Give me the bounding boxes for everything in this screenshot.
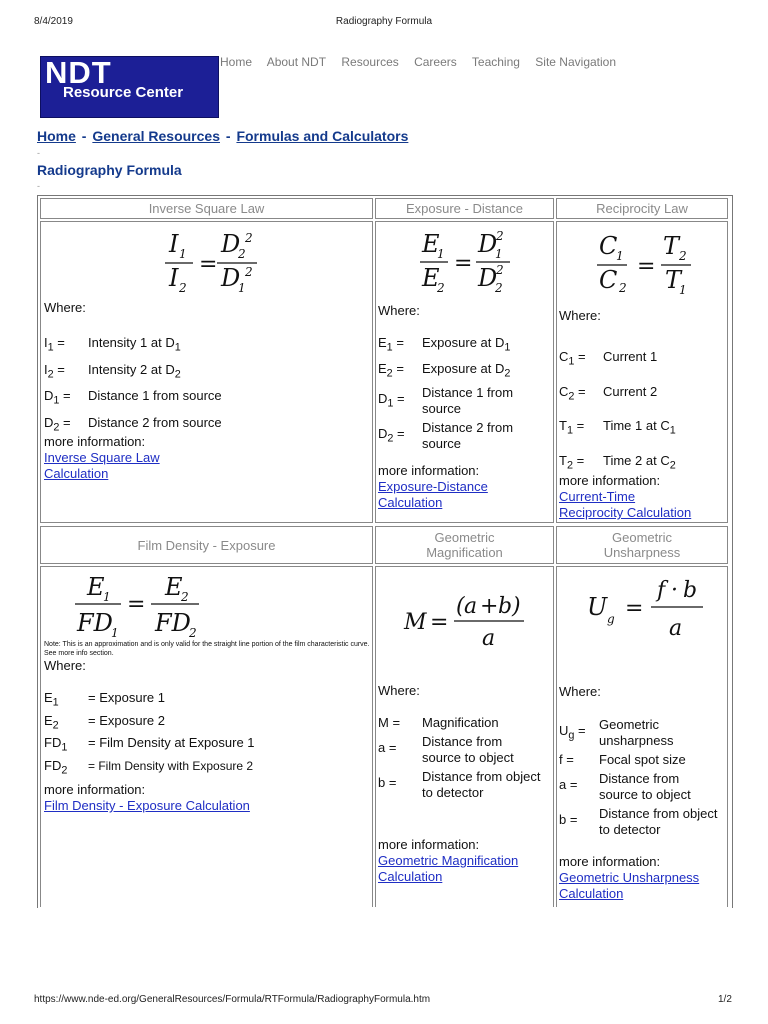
print-footer-page: 1/2 bbox=[718, 994, 732, 1005]
header-exposure-distance: Exposure - Distance bbox=[375, 198, 554, 219]
breadcrumb bbox=[37, 128, 408, 144]
svg-text:T: T bbox=[665, 266, 682, 294]
var-row: $D_1$ = Distance 1 from source bbox=[378, 385, 514, 417]
var-row: M = Magnification bbox=[378, 715, 499, 730]
svg-text:2: 2 bbox=[495, 281, 503, 294]
svg-text:=: = bbox=[199, 252, 218, 277]
svg-text:=: = bbox=[127, 592, 146, 617]
more-info: more information: Exposure-Distance Calculation bbox=[378, 463, 488, 510]
var-row: $D_2$ = Distance 2 from source bbox=[44, 414, 222, 434]
more-info: more information: Geometric Unsharpness Calculation bbox=[559, 854, 700, 901]
var-row: $E_2$ = Exposure 2 bbox=[44, 712, 165, 732]
svg-text:C: C bbox=[599, 266, 618, 294]
inverse-square-vars bbox=[44, 332, 222, 438]
var-row: b = Distance from object to detector bbox=[559, 806, 718, 837]
inverse-square-link[interactable]: Inverse Square Law Calculation bbox=[44, 450, 160, 481]
where-label: Where: bbox=[559, 308, 601, 323]
svg-text:·: · bbox=[671, 578, 678, 603]
svg-text:2: 2 bbox=[679, 249, 687, 263]
dash-decoration: - bbox=[37, 181, 40, 191]
svg-text:=: = bbox=[625, 596, 644, 621]
svg-text:T: T bbox=[663, 232, 680, 260]
reciprocity-vars bbox=[559, 342, 676, 480]
svg-text:b: b bbox=[498, 594, 513, 619]
svg-text:1: 1 bbox=[238, 281, 246, 294]
logo-text-ndt: NDT bbox=[45, 55, 112, 90]
more-info: more information: Inverse Square Law Calculation bbox=[44, 434, 160, 481]
nav-site-navigation[interactable]: Site Navigation bbox=[535, 55, 617, 69]
header-inverse-square-law: Inverse Square Law bbox=[40, 198, 373, 219]
svg-text:D: D bbox=[478, 264, 498, 292]
var-row: $U_g$ = Geometric unsharpness bbox=[559, 717, 674, 748]
svg-text:): ) bbox=[512, 594, 521, 619]
svg-text:2: 2 bbox=[437, 281, 445, 294]
svg-text:C: C bbox=[599, 232, 618, 260]
exposure-distance-link[interactable]: Exposure-Distance Calculation bbox=[378, 479, 488, 510]
where-label: Where: bbox=[378, 303, 420, 318]
svg-text:a: a bbox=[464, 594, 478, 619]
svg-text:E: E bbox=[422, 264, 440, 292]
breadcrumb-home[interactable]: Home bbox=[37, 128, 76, 144]
film-density-vars bbox=[44, 689, 255, 779]
header-film-density: Film Density - Exposure bbox=[40, 526, 373, 564]
exposure-distance-vars bbox=[378, 334, 542, 452]
svg-text:D: D bbox=[221, 230, 241, 258]
svg-text:1: 1 bbox=[679, 283, 687, 297]
svg-text:f: f bbox=[657, 578, 666, 603]
svg-text:E: E bbox=[87, 573, 105, 601]
svg-text:E: E bbox=[422, 230, 440, 258]
more-info: more information: Film Density - Exposure Calculation bbox=[44, 782, 250, 813]
svg-text:g: g bbox=[607, 612, 615, 626]
header-geometric-magnification: Geometric Magnification bbox=[375, 526, 554, 564]
var-row: $FD_2$ = Film Density with Exposure 2 bbox=[44, 757, 254, 777]
cell-exposure-distance bbox=[375, 221, 554, 523]
svg-text:b: b bbox=[683, 578, 698, 603]
var-row: $E_1$ = Exposure 1 bbox=[44, 690, 165, 709]
film-density-link[interactable]: Film Density - Exposure Calculation bbox=[44, 798, 250, 813]
svg-text:=: = bbox=[637, 254, 656, 279]
var-row: $D_2$ = Distance 2 from source bbox=[378, 420, 514, 452]
cell-geometric-unsharpness bbox=[556, 566, 728, 907]
breadcrumb-sep: - bbox=[81, 128, 87, 144]
film-density-formula bbox=[71, 567, 241, 643]
var-row: f = Focal spot size bbox=[559, 752, 686, 767]
svg-text:2: 2 bbox=[179, 281, 187, 294]
cell-film-density bbox=[40, 566, 373, 907]
svg-text:I: I bbox=[169, 230, 179, 258]
cell-geometric-magnification bbox=[375, 566, 554, 907]
svg-text:+: + bbox=[480, 594, 499, 619]
more-info: more information: Geometric Magnification Calculation bbox=[378, 837, 519, 884]
svg-text:2: 2 bbox=[496, 229, 504, 243]
cell-inverse-square-law bbox=[40, 221, 373, 523]
logo-text-resource-center: Resource Center bbox=[63, 84, 184, 101]
inverse-square-formula bbox=[161, 226, 301, 294]
geometric-magnification-link[interactable]: Geometric Magnification Calculation bbox=[378, 853, 519, 884]
ndt-logo[interactable] bbox=[40, 56, 219, 118]
svg-text:2: 2 bbox=[496, 263, 504, 277]
breadcrumb-formulas[interactable]: Formulas and Calculators bbox=[236, 128, 409, 144]
svg-text:M: M bbox=[404, 610, 427, 635]
where-label: Where: bbox=[44, 658, 86, 673]
nav-careers[interactable]: Careers bbox=[414, 55, 457, 69]
geometric-magnification-formula bbox=[400, 581, 550, 657]
svg-text:a: a bbox=[669, 616, 683, 641]
svg-text:FD: FD bbox=[155, 609, 191, 637]
print-title: Radiography Formula bbox=[335, 16, 433, 27]
svg-text:1: 1 bbox=[437, 247, 445, 261]
top-nav bbox=[220, 55, 628, 69]
svg-text:1: 1 bbox=[495, 247, 503, 261]
var-row: $E_2$ = Exposure at $D_2$ bbox=[378, 360, 511, 380]
var-row: $T_1$ = Time 1 at $C_1$ bbox=[559, 418, 676, 437]
var-row: a = Distance from source to object bbox=[559, 771, 691, 802]
svg-text:I: I bbox=[169, 264, 179, 292]
dash-decoration: - bbox=[37, 148, 40, 158]
geometric-unsharpness-formula bbox=[583, 571, 723, 647]
breadcrumb-sep: - bbox=[225, 128, 231, 144]
geometric-unsharpness-link[interactable]: Geometric Unsharpness Calculation bbox=[559, 870, 700, 901]
geometric-magnification-vars bbox=[378, 715, 544, 801]
geometric-unsharpness-vars bbox=[559, 717, 721, 838]
var-row: $E_1$ = Exposure at $D_1$ bbox=[378, 335, 511, 354]
svg-text:=: = bbox=[454, 251, 473, 276]
where-label: Where: bbox=[378, 683, 420, 698]
var-row: $C_1$ = Current 1 bbox=[559, 349, 658, 368]
where-label: Where: bbox=[44, 300, 86, 315]
nav-home[interactable]: Home bbox=[220, 55, 253, 69]
svg-text:1: 1 bbox=[103, 590, 111, 604]
page-title: Radiography Formula bbox=[37, 162, 182, 178]
var-row: $FD_1$ = Film Density at Exposure 1 bbox=[44, 735, 255, 754]
svg-text:2: 2 bbox=[181, 590, 189, 604]
svg-text:2: 2 bbox=[245, 265, 253, 279]
nav-about-ndt[interactable]: About NDT bbox=[266, 55, 327, 69]
exposure-distance-formula bbox=[418, 224, 528, 294]
nav-resources[interactable]: Resources bbox=[341, 55, 399, 69]
svg-text:D: D bbox=[221, 264, 241, 292]
nav-teaching[interactable]: Teaching bbox=[471, 55, 520, 69]
var-row: $I_2$ = Intensity 2 at $D_2$ bbox=[44, 361, 181, 381]
reciprocity-formula bbox=[595, 228, 705, 298]
print-footer-url: https://www.nde-ed.org/GeneralResources/Formula/RTFormula/RadiographyFormula.htm bbox=[34, 994, 431, 1005]
header-reciprocity-law: Reciprocity Law bbox=[556, 198, 728, 219]
svg-text:FD: FD bbox=[77, 609, 113, 637]
print-date: 8/4/2019 bbox=[34, 16, 73, 27]
var-row: b = Distance from object to detector bbox=[378, 769, 541, 800]
svg-text:D: D bbox=[478, 230, 498, 258]
svg-text:2: 2 bbox=[245, 231, 253, 245]
svg-text:E: E bbox=[165, 573, 183, 601]
svg-text:2: 2 bbox=[189, 626, 197, 640]
cell-reciprocity-law bbox=[556, 221, 728, 523]
svg-text:=: = bbox=[430, 610, 449, 635]
film-density-note: Note: This is an approximation and is only valid for the straight line portion of the film characteristic curve. See more info section. bbox=[44, 641, 370, 657]
more-info: more information: Current-Time Reciprocity Calculation bbox=[559, 473, 692, 520]
svg-text:U: U bbox=[587, 593, 608, 621]
svg-text:1: 1 bbox=[179, 247, 187, 261]
var-row: $C_2$ = Current 2 bbox=[559, 383, 658, 403]
svg-text:a: a bbox=[482, 626, 496, 651]
header-geometric-unsharpness: Geometric Unsharpness bbox=[556, 526, 728, 564]
svg-text:1: 1 bbox=[111, 626, 119, 640]
breadcrumb-general-resources[interactable]: General Resources bbox=[92, 128, 220, 144]
svg-text:2: 2 bbox=[619, 281, 627, 295]
var-row: $T_2$ = Time 2 at $C_2$ bbox=[559, 452, 676, 472]
where-label: Where: bbox=[559, 684, 601, 699]
svg-text:1: 1 bbox=[616, 249, 624, 263]
var-row: $I_1$ = Intensity 1 at $D_1$ bbox=[44, 335, 181, 354]
var-row: $D_1$ = Distance 1 from source bbox=[44, 388, 222, 407]
svg-text:(: ( bbox=[456, 594, 465, 619]
var-row: a = Distance from source to object bbox=[378, 734, 514, 765]
reciprocity-link[interactable]: Current-Time Reciprocity Calculation bbox=[559, 489, 692, 520]
svg-text:2: 2 bbox=[238, 247, 246, 261]
